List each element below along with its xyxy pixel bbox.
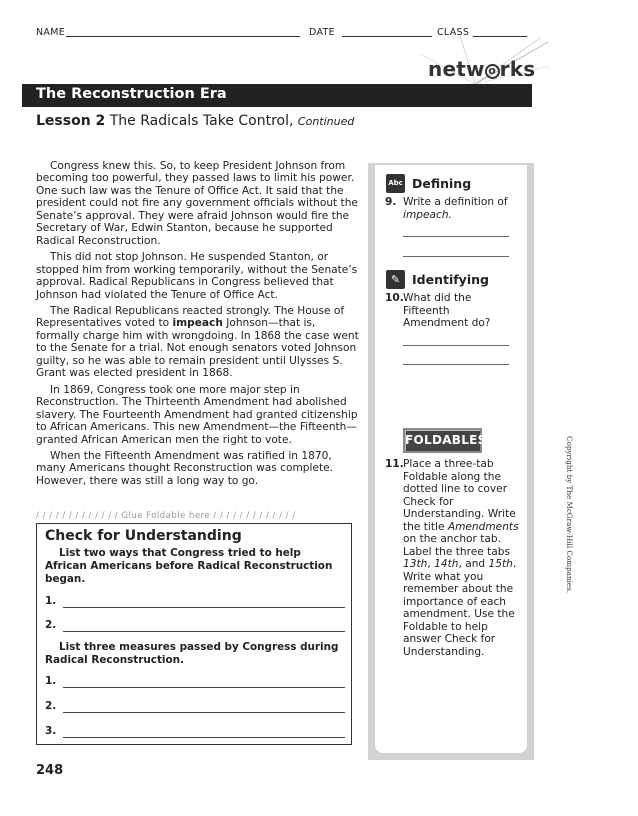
glue-foldable-line: / / / / / / / / / / / / / Glue Foldable here / / / / / / / / / / / / / (36, 511, 296, 521)
check-title: Check for Understanding (45, 528, 242, 544)
answer-line-10a[interactable] (403, 345, 509, 346)
unit-title-bar (22, 84, 532, 107)
lesson-continued: Continued (297, 115, 355, 128)
lesson-title: The Radicals Take Control, (109, 113, 294, 129)
paragraph-4: In 1869, Congress took one more major step in Reconstruction. The Thirteenth Amendment had abolished slavery. The Fourteenth Amendment had granted citizenship to African Americans. This new Amendment—the Fifteenth—granted African American men the right to vote. (36, 383, 358, 446)
answer-line-9b[interactable] (403, 256, 509, 257)
answer-line-9a[interactable] (403, 236, 509, 237)
networks-logo: netw o rks (428, 57, 536, 81)
abc-icon: Abc (386, 174, 405, 193)
answer-line-2a[interactable]: 1. (45, 675, 345, 689)
pencil-icon: ✎ (386, 270, 405, 289)
check-for-understanding-box (36, 523, 352, 745)
answer-line-1a[interactable]: 1. (45, 595, 345, 609)
question-11: 11. Place a three-tab Foldable along the dotted line to cover Check for Understanding. Write the title Amendments on the anchor tab. Label the three tabs 13th, 14th, and 15th. Write what you remember about the importance of each amendment. Use the Foldable to help answer Check for Understanding. (385, 458, 519, 658)
answer-line-1b[interactable]: 2. (45, 619, 345, 633)
class-label: CLASS (437, 27, 470, 38)
page-number: 248 (36, 763, 64, 778)
name-field-line[interactable] (66, 36, 300, 37)
check-question-2: List three measures passed by Congress during Radical Reconstruction. (45, 641, 339, 666)
foldables-badge: FOLDABLES (403, 428, 482, 453)
answer-line-2c[interactable]: 3. (45, 725, 345, 739)
paragraph-1: Congress knew this. So, to keep President Johnson from becoming too powerful, they passed laws to limit his power. One such law was the Tenure of Office Act. It said that the president could not fire any government officials without the Senate’s approval. They were afraid Johnson would fire the Secretary of War, Edwin Stanton, because he supported Radical Reconstruction. (36, 160, 358, 247)
name-label: NAME (36, 27, 66, 38)
date-label: DATE (309, 27, 335, 38)
defining-heading: Defining (412, 176, 472, 191)
term-impeach: impeach (172, 317, 223, 330)
answer-line-10b[interactable] (403, 364, 509, 365)
copyright-notice: Copyright by The McGraw-Hill Companies. (565, 436, 574, 594)
paragraph-5: When the Fifteenth Amendment was ratified in 1870, many Americans thought Reconstruction was complete. However, there was still a long way to go. (36, 449, 334, 487)
question-10: 10. What did the Fifteenth Amendment do? (385, 292, 491, 329)
lesson-heading (36, 113, 354, 129)
check-question-1: List two ways that Congress tried to help African Americans before Radical Reconstruction began. (45, 547, 333, 585)
lesson-number: Lesson 2 (36, 113, 106, 129)
identifying-heading: Identifying (412, 272, 489, 287)
paragraph-3: The Radical Republicans reacted strongly. The House of Representatives voted to impeach Johnson—that is, formally charge him with wrongdoing. In 1868 the case went to the Senate for a trial. Not enough senators voted Johnson guilty, so he was able to remain president until Ulysses S. Grant was elected president in 1868. (36, 304, 359, 380)
question-9: 9. Write a definition of impeach. (385, 196, 508, 221)
lesson-body (36, 160, 360, 491)
answer-line-2b[interactable]: 2. (45, 700, 345, 714)
paragraph-2: This did not stop Johnson. He suspended Stanton, or stopped him from working temporarily, without the Senate’s approval. Radical Republicans in Congress believed that Johnson had violated the Tenure of Office Act. (36, 251, 358, 301)
unit-title: The Reconstruction Era (36, 86, 227, 102)
